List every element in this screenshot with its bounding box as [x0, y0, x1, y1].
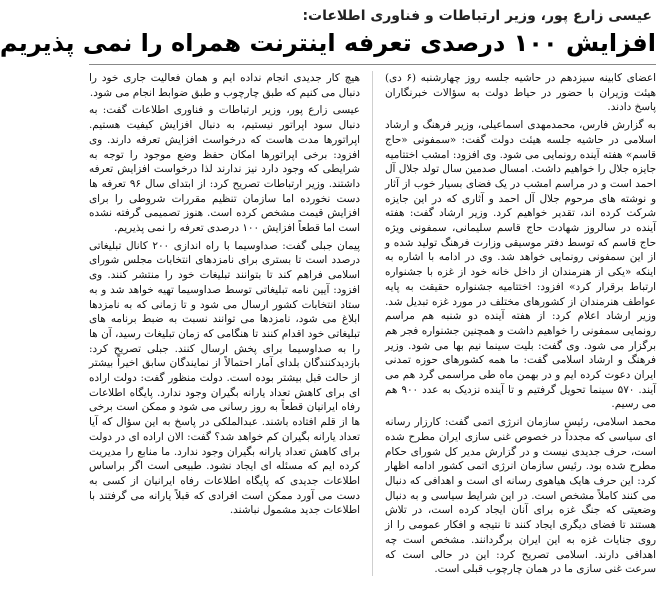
divider — [89, 64, 656, 65]
paragraph: پیمان جبلی گفت: صداوسیما با راه اندازی ۲۰۰ کانال تبلیغاتی درصدد است تا بستری برای نامزدهای انتخابات مجلس شورای اسلامی فراهم کند تا بتوانند تبلیغات خود را منتشر کنند. وی افزود: آیین نامه تبلیغاتی توسط صداوسیما تهیه خواهد شد و به ستاد انتخابات کشور ارسال می شود و تا زمانی که به نامزدها ابلاغ می شود، نامزدها می توانند نسبت به ضبط برنامه های تبلیغاتی خود اقدام کنند تا هنگامی که زمان تبلیغات رسید، آن ها را به صداوسیما برای پخش ارسال کنند. جبلی تصریح کرد: بازدیدکنندگان بلدای آمار احتمالاً از نمایندگان سابق اخیراً بیشتر از حالت قبل بیشتر بوده است. دولت منظور گفت: دولت اراده ای برای کاهش تعداد یارانه بگیران وجود ندارد. پایگاه اطلاعات رفاه ایرانیان قطعاً به روز رسانی می شود و ممکن است برخی ها از قلم افتاده باشند. عبدالملکی در پاسخ به این سؤال که آیا تعداد یارانه بگیران کم خواهد شد؟ گفت: الان اراده ای در دولت برای کاهش تعداد یارانه بگیران وجود ندارد. ما منابع را مدیریت کرده ایم که مسئله ای ایجاد نشود. طبیعی است اگر براساس اطلاعات جدیدی که پایگاه اطلاعات رفاه ایرانیان از کسی به دست می آورد ممکن است افرادی که قبلاً یارانه می گرفتند با اطلاعات جدید مشمول نباشند. — [89, 239, 360, 517]
right-column — [385, 71, 656, 576]
article-headline: افزایش ۱۰۰ درصدی تعرفه اینترنت همراه را نمی پذیریم — [0, 29, 656, 57]
paragraph: محمد اسلامی، رئیس سازمان انرژی اتمی گفت: کارزار رسانه ای سیاسی که مجدداً در خصوص غنی سازی ایران مطرح شده است، حرف جدیدی نیست و در گزارش مدیر کل شورای حکام مطرح شده بود. رئیس سازمان انرژی اتمی کشور ادامه اظهار کرد: این حرف هایک هیاهوی رسانه ای است و اهدافی که دنبال می کنند کاملاً مشخص است. در این شرایط سیاسی و به دنبال وضعیتی که جنگ غزه برای آنان ایجاد کرده است، در تلاش هستند تا فضای دیگری ایجاد کنند تا نتیجه و افکار عمومی را از روی جنایات غزه به این ایران برگردانند. مشخص است چه اهدافی دارند. اسلامی تصریح کرد: این در حالی است که سرعت غنی سازی ما در همان چارچوب قبلی است. — [385, 416, 656, 576]
left-column — [89, 71, 360, 576]
article-body — [89, 71, 656, 576]
paragraph: به گزارش فارس، محمدمهدی اسماعیلی، وزیر فرهنگ و ارشاد اسلامی در حاشیه جلسه هیئت دولت گفت: «سمفونی «حاج قاسم» هفته آینده رونمایی می شود. وی افزود: امشب اختتامیه جایزه جلال را خواهیم داشت. امسال صدمین سال تولد جلال آل احمد است و در مراسم امشب در یک فضای بسیار خوب از آثار و نوشته های مرحوم جلال آل احمد و آثاری که در این جایزه شرکت کرده اند، تقدیر خواهیم کرد. وزیر ارشاد گفت: هفته آینده در سالروز شهادت حاج قاسم سلیمانی، سمفونی ویژه حاج قاسم که توسط دفتر موسیقی وزارت فرهنگ تولید شده و از این سمفونی رونمایی خواهد شد. وی در ادامه با اشاره به اینکه «یکی از هنرمندان از داخل خانه خود از غزه با جشنواره ارتباط برقرار کرد» افزود: اختتامیه جشنواره حقیقت به پایه عواطف هنرمندان از کشورهای مختلف در مورد غزه تبدیل شد. وزیر ارشاد اعلام کرد: از هفته آینده دو شنبه هم مراسم رونمایی سمفونی را خواهیم داشت و همچنین جشنواره فجر هم برگزار می شود. وی گفت: بلیت سینما نیم بها می شود. وزیر فرهنگ و ارشاد اسلامی گفت: ما همه کشورهای حوزه تمدنی ایران دعوت کرده ایم و در بهمن ماه طی مراسمی گرد هم می آیند. ۵۷۰ سینما تحویل گرفتیم و تا آینده نزدیک به عدد ۹۰۰ هم می رسیم. — [385, 119, 656, 411]
paragraph: هیچ کار جدیدی انجام نداده ایم و همان فعالیت جاری خود را دنبال می کنیم که طبق چارچوب و طبق ضوابط انجام می شود. — [89, 72, 360, 99]
column-divider — [372, 71, 373, 576]
paragraph: عیسی زارع پور، وزیر ارتباطات و فناوری اطلاعات گفت: به دنبال سود اپراتور نیستیم، به دنبال افزایش کیفیت هستیم. اپراتورها مدت هاست که درخواست افزایش تعرفه دارند. وی افزود: برخی اپراتورها امکان حفظ وضع موجود را توجه به شرایطی که وجود دارد نیز ندارند لذا درخواست افزایش تعرفه داشتند. وزیر ارتباطات تصریح کرد: از ابتدای سال ۹۶ تعرفه ها دست نخورده اما سازمان تنظیم مقررات شروطی را برای افزایش قیمت مشخص کرده است. هنوز تصمیمی گرفته نشده است اما قطعاً افزایش ۱۰۰ درصدی تعرفه را نمی پذیریم. — [89, 104, 360, 235]
paragraph: اعضای کابینه سیزدهم در حاشیه جلسه روز چهارشنبه (۶ دی) هیئت وزیران با حضور در حیاط دولت به سؤالات خبرنگاران پاسخ دادند. — [385, 72, 656, 114]
article-kicker: عیسی زارع پور، وزیر ارتباطات و فناوری اطلاعات: — [302, 8, 652, 24]
